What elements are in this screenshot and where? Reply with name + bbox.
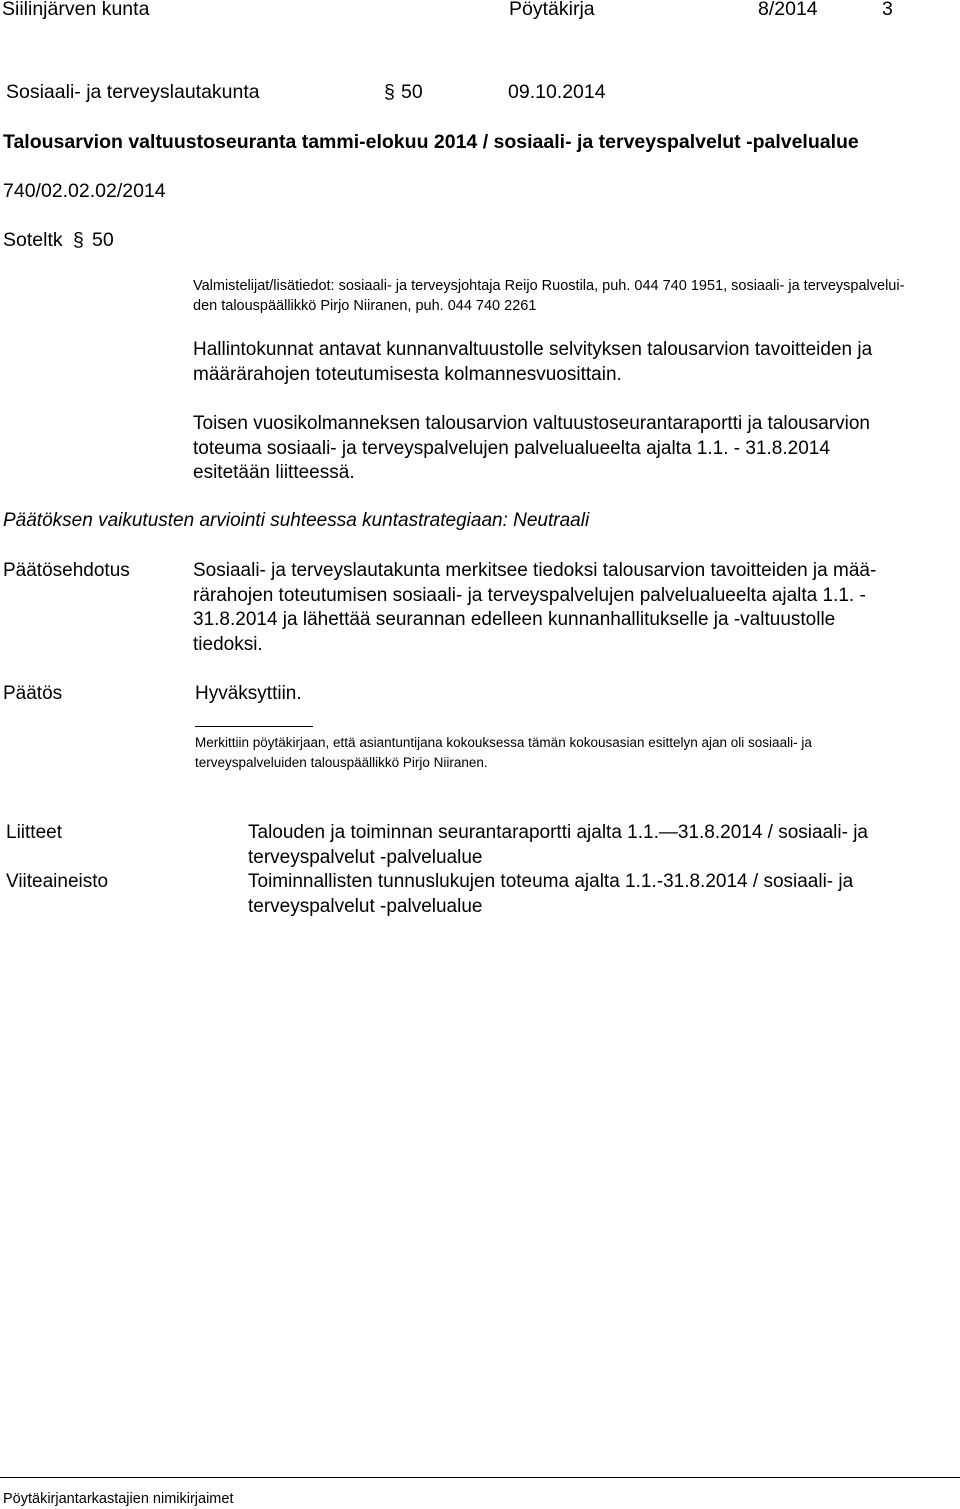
section-number: 50 <box>401 81 423 103</box>
proposal-label: Päätösehdotus <box>3 560 130 581</box>
reference-line: Toiminnallisten tunnuslukujen toteuma ajalta 1.1.-31.8.2014 / sosiaali- ja <box>248 871 854 892</box>
note-line: Merkittiin pöytäkirjaan, että asiantuntijana kokouksessa tämän kokousasian esittelyn ajan oli sosiaali- ja <box>195 735 812 750</box>
body-paragraph <box>193 338 872 387</box>
attachments-text <box>248 821 868 870</box>
proposal-line: Sosiaali- ja terveyslautakunta merkitsee tiedoksi talousarvion tavoitteiden ja mää- <box>193 560 877 581</box>
proposal-line: tiedoksi. <box>193 633 263 655</box>
proposal-line: 31.8.2014 ja lähettää seurannan edelleen kunnanhallitukselle ja -valtuustolle <box>193 609 836 630</box>
reference-line: terveyspalvelut -palvelualue <box>248 895 483 917</box>
footer-divider <box>0 1477 960 1478</box>
committee-name: Sosiaali- ja terveyslautakunta <box>6 81 260 103</box>
municipality-name: Siilinjärven kunta <box>2 0 150 20</box>
reference-symbol: § <box>73 229 84 251</box>
page-number: 3 <box>882 0 893 20</box>
references-label: Viiteaineisto <box>6 871 109 892</box>
paragraph-line: toteuma sosiaali- ja terveyspalvelujen palvelualueelta ajalta 1.1. - 31.8.2014 <box>193 437 830 459</box>
matter-title: Talousarvion valtuustoseuranta tammi-elokuu 2014 / sosiaali- ja terveyspalvelut -palvelualue <box>3 131 859 153</box>
attachment-line: terveyspalvelut -palvelualue <box>248 846 483 868</box>
preparers-line: den talouspäällikkö Pirjo Niiranen, puh. 044 740 2261 <box>193 298 537 314</box>
paragraph-line: Toisen vuosikolmanneksen talousarvion valtuustoseurantaraportti ja talousarvion <box>193 413 870 434</box>
proposal-text <box>193 559 876 657</box>
signatures-label: Pöytäkirjantarkastajien nimikirjaimet <box>3 1491 234 1507</box>
decision-text: Hyväksyttiin. <box>195 683 302 704</box>
impact-assessment: Päätöksen vaikutusten arviointi suhteessa kuntastrategiaan: Neutraali <box>3 510 590 531</box>
body-paragraph <box>193 412 870 486</box>
minutes-note <box>195 733 812 773</box>
record-number: 740/02.02.02/2014 <box>3 180 166 202</box>
preparers-text <box>193 276 904 316</box>
paragraph-line: määrärahojen toteutumisesta kolmannesvuosittain. <box>193 363 622 385</box>
reference-number: 50 <box>92 229 114 251</box>
attachment-line: Talouden ja toiminnan seurantaraportti ajalta 1.1.—31.8.2014 / sosiaali- ja <box>248 822 868 843</box>
preparers-line: Valmistelijat/lisätiedot: sosiaali- ja terveysjohtaja Reijo Ruostila, puh. 044 740 1951, sosiaali- ja terveyspalvelui- <box>193 278 905 294</box>
section-symbol: § <box>384 81 395 103</box>
references-text <box>248 870 853 919</box>
reference-prefix: Soteltk <box>3 229 63 251</box>
note-divider <box>195 726 313 727</box>
paragraph-line: esitetään liitteessä. <box>193 462 355 483</box>
decision-label: Päätös <box>3 683 63 704</box>
document-number: 8/2014 <box>758 0 818 20</box>
paragraph-line: Hallintokunnat antavat kunnanvaltuustolle selvityksen talousarvion tavoitteiden ja <box>193 339 873 360</box>
attachments-label: Liitteet <box>6 822 62 843</box>
note-line: terveyspalveluiden talouspäällikkö Pirjo Niiranen. <box>195 755 488 770</box>
meeting-date: 09.10.2014 <box>508 81 606 103</box>
proposal-line: rärahojen toteutumisen sosiaali- ja terveyspalvelujen palvelualueelta ajalta 1.1. - <box>193 584 866 606</box>
document-type: Pöytäkirja <box>509 0 595 20</box>
